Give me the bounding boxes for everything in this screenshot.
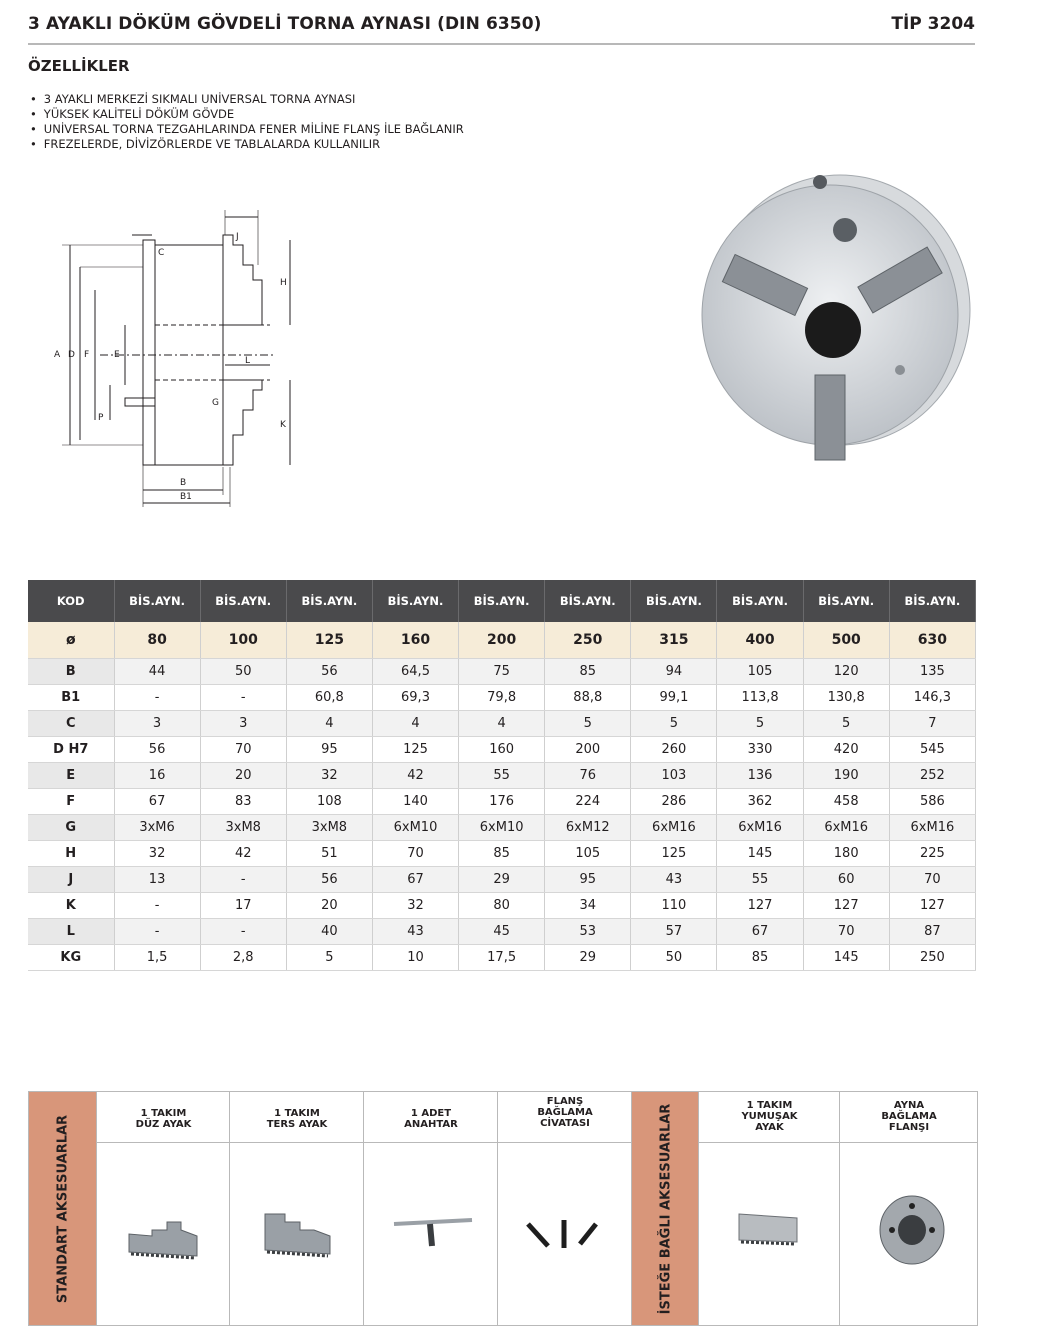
table-cell: 315: [631, 622, 717, 659]
table-cell: 176: [459, 789, 545, 815]
table-cell: 67: [717, 919, 803, 945]
dim-label-l: L: [245, 356, 251, 366]
spec-table: [28, 580, 976, 971]
table-cell: 85: [459, 841, 545, 867]
table-row: [28, 893, 976, 919]
accessories-panel: [28, 1091, 978, 1326]
table-cell: 6xM10: [459, 815, 545, 841]
table-row: [28, 622, 976, 659]
table-cell: 70: [200, 737, 286, 763]
dim-label-a: A: [54, 350, 61, 360]
table-row: [28, 945, 976, 971]
accessory-flange-bolts: [497, 1092, 632, 1325]
table-cell: 3: [200, 711, 286, 737]
dim-label-h: H: [280, 278, 287, 288]
table-cell: 3xM8: [286, 815, 372, 841]
dim-label-c: C: [158, 248, 165, 258]
table-row: [28, 659, 976, 685]
table-cell: 32: [114, 841, 200, 867]
table-cell: 60,8: [286, 685, 372, 711]
table-row: [28, 737, 976, 763]
table-cell: 145: [803, 945, 889, 971]
table-cell: 125: [286, 622, 372, 659]
table-cell: 4: [286, 711, 372, 737]
accessory-label: FLANŞ BAĞLAMA CİVATASI: [498, 1092, 632, 1143]
table-cell: 5: [286, 945, 372, 971]
table-cell: 20: [286, 893, 372, 919]
dim-label-k: K: [280, 420, 286, 430]
dim-label-d: D: [68, 350, 75, 360]
accessory-chuck-key: [363, 1092, 498, 1325]
table-cell: 108: [286, 789, 372, 815]
table-cell: 127: [803, 893, 889, 919]
dim-label-g: G: [212, 398, 219, 408]
table-cell: 127: [717, 893, 803, 919]
table-cell: 6xM10: [372, 815, 458, 841]
table-cell: -: [114, 685, 200, 711]
table-row: [28, 763, 976, 789]
table-cell: 17,5: [459, 945, 545, 971]
row-parameter: D H7: [28, 737, 114, 763]
table-cell: 7: [889, 711, 975, 737]
table-cell: 87: [889, 919, 975, 945]
table-cell: 56: [114, 737, 200, 763]
table-cell: 70: [803, 919, 889, 945]
table-cell: 32: [286, 763, 372, 789]
dim-label-b: B: [180, 478, 187, 488]
table-cell: 3: [114, 711, 200, 737]
accessory-soft-jaw: [698, 1092, 840, 1325]
straight-jaw-set-icon: [97, 1144, 230, 1325]
table-cell: 43: [631, 867, 717, 893]
table-cell: 330: [717, 737, 803, 763]
dim-label-b1: B1: [180, 492, 192, 502]
product-type: TİP 3204: [891, 14, 975, 34]
accessory-straight-jaw: [96, 1092, 230, 1325]
table-cell: 200: [545, 737, 631, 763]
table-cell: 34: [545, 893, 631, 919]
table-header-row: [28, 580, 976, 622]
table-cell: 586: [889, 789, 975, 815]
table-cell: 135: [889, 659, 975, 685]
table-cell: 76: [545, 763, 631, 789]
table-cell: 6xM16: [717, 815, 803, 841]
accessory-label: 1 TAKIM TERS AYAK: [230, 1092, 364, 1143]
row-parameter: K: [28, 893, 114, 919]
table-row: [28, 711, 976, 737]
accessory-chuck-flange: [839, 1092, 978, 1325]
column-header: BİS.AYN.: [631, 580, 717, 622]
table-cell: 103: [631, 763, 717, 789]
table-cell: 500: [803, 622, 889, 659]
reverse-jaw-set-icon: [230, 1144, 364, 1325]
table-cell: 420: [803, 737, 889, 763]
table-cell: 125: [372, 737, 458, 763]
table-cell: 55: [459, 763, 545, 789]
table-row: [28, 841, 976, 867]
soft-jaw-set-icon: [699, 1144, 840, 1325]
table-cell: 145: [717, 841, 803, 867]
page-title: 3 AYAKLI DÖKÜM GÖVDELİ TORNA AYNASI (DIN 6350): [28, 14, 542, 34]
table-cell: 252: [889, 763, 975, 789]
table-cell: 80: [459, 893, 545, 919]
table-cell: 67: [114, 789, 200, 815]
table-cell: 250: [545, 622, 631, 659]
table-cell: 55: [717, 867, 803, 893]
table-cell: 13: [114, 867, 200, 893]
feature-item: • 3 AYAKLI MERKEZİ SIKMALI UNİVERSAL TORNA AYNASI: [30, 92, 464, 107]
table-cell: 95: [286, 737, 372, 763]
table-cell: 45: [459, 919, 545, 945]
features-heading: ÖZELLİKLER: [28, 57, 130, 75]
table-cell: 190: [803, 763, 889, 789]
row-parameter: L: [28, 919, 114, 945]
table-cell: 180: [803, 841, 889, 867]
table-cell: 286: [631, 789, 717, 815]
table-cell: 105: [545, 841, 631, 867]
accessory-label: AYNA BAĞLAMA FLANŞI: [840, 1092, 978, 1143]
dim-label-j: J: [236, 232, 239, 242]
table-cell: 79,8: [459, 685, 545, 711]
table-row: [28, 867, 976, 893]
table-cell: 42: [372, 763, 458, 789]
table-cell: 88,8: [545, 685, 631, 711]
row-parameter: J: [28, 867, 114, 893]
optional-accessories-banner: [631, 1092, 699, 1325]
table-cell: 125: [631, 841, 717, 867]
column-header: BİS.AYN.: [717, 580, 803, 622]
table-cell: 64,5: [372, 659, 458, 685]
table-cell: 94: [631, 659, 717, 685]
table-cell: 70: [889, 867, 975, 893]
feature-item: • UNİVERSAL TORNA TEZGAHLARINDA FENER MİLİNE FLANŞ İLE BAĞLANIR: [30, 122, 464, 137]
table-cell: 5: [803, 711, 889, 737]
column-header: BİS.AYN.: [286, 580, 372, 622]
column-header: BİS.AYN.: [803, 580, 889, 622]
optional-accessories-label: İSTEĞE BAĞLI AKSESUARLAR: [658, 1103, 673, 1314]
table-cell: 29: [459, 867, 545, 893]
table-cell: 85: [717, 945, 803, 971]
table-cell: 260: [631, 737, 717, 763]
table-cell: 75: [459, 659, 545, 685]
table-cell: 99,1: [631, 685, 717, 711]
column-header: BİS.AYN.: [114, 580, 200, 622]
chuck-flange-icon: [840, 1144, 978, 1325]
table-cell: 140: [372, 789, 458, 815]
table-cell: 630: [889, 622, 975, 659]
column-header: BİS.AYN.: [200, 580, 286, 622]
standard-accessories-label: STANDART AKSESUARLAR: [55, 1114, 70, 1303]
accessory-label: 1 ADET ANAHTAR: [364, 1092, 498, 1143]
table-cell: 16: [114, 763, 200, 789]
table-cell: 113,8: [717, 685, 803, 711]
feature-item: • FREZELERDE, DİVİZÖRLERDE VE TABLALARDA KULLANILIR: [30, 137, 464, 152]
table-cell: 51: [286, 841, 372, 867]
table-cell: 56: [286, 867, 372, 893]
table-cell: 32: [372, 893, 458, 919]
table-cell: 67: [372, 867, 458, 893]
table-cell: 136: [717, 763, 803, 789]
table-cell: 127: [889, 893, 975, 919]
table-cell: 6xM16: [889, 815, 975, 841]
accessory-reverse-jaw: [229, 1092, 364, 1325]
table-cell: -: [200, 919, 286, 945]
table-cell: 160: [372, 622, 458, 659]
row-parameter: C: [28, 711, 114, 737]
row-parameter: E: [28, 763, 114, 789]
column-header: BİS.AYN.: [459, 580, 545, 622]
table-cell: 130,8: [803, 685, 889, 711]
table-cell: 50: [200, 659, 286, 685]
table-cell: 3xM6: [114, 815, 200, 841]
table-cell: 85: [545, 659, 631, 685]
table-cell: 95: [545, 867, 631, 893]
table-cell: 6xM16: [803, 815, 889, 841]
table-cell: 225: [889, 841, 975, 867]
table-cell: -: [200, 867, 286, 893]
table-cell: 3xM8: [200, 815, 286, 841]
table-cell: 70: [372, 841, 458, 867]
chuck-key-icon: [364, 1144, 498, 1325]
table-cell: 42: [200, 841, 286, 867]
table-cell: 60: [803, 867, 889, 893]
table-cell: -: [200, 685, 286, 711]
table-cell: 83: [200, 789, 286, 815]
table-cell: 4: [372, 711, 458, 737]
table-cell: 105: [717, 659, 803, 685]
row-parameter: KG: [28, 945, 114, 971]
table-cell: 458: [803, 789, 889, 815]
table-cell: 5: [545, 711, 631, 737]
table-cell: -: [114, 919, 200, 945]
header-divider: [28, 43, 975, 45]
table-cell: 110: [631, 893, 717, 919]
table-cell: 29: [545, 945, 631, 971]
table-row: [28, 685, 976, 711]
table-cell: 56: [286, 659, 372, 685]
accessory-label: 1 TAKIM DÜZ AYAK: [97, 1092, 230, 1143]
column-header: BİS.AYN.: [889, 580, 975, 622]
table-row: [28, 815, 976, 841]
table-cell: 1,5: [114, 945, 200, 971]
table-cell: 400: [717, 622, 803, 659]
dim-label-e: E: [114, 350, 120, 360]
column-header: BİS.AYN.: [545, 580, 631, 622]
spec-table-body: [28, 622, 976, 971]
table-row: [28, 919, 976, 945]
row-parameter: F: [28, 789, 114, 815]
dim-label-p: P: [98, 413, 104, 423]
table-cell: 43: [372, 919, 458, 945]
table-cell: 6xM16: [631, 815, 717, 841]
table-cell: 200: [459, 622, 545, 659]
table-cell: 6xM12: [545, 815, 631, 841]
table-cell: 4: [459, 711, 545, 737]
row-parameter: B1: [28, 685, 114, 711]
feature-item: • YÜKSEK KALİTELİ DÖKÜM GÖVDE: [30, 107, 464, 122]
table-cell: 250: [889, 945, 975, 971]
table-cell: 545: [889, 737, 975, 763]
table-cell: 362: [717, 789, 803, 815]
table-cell: 44: [114, 659, 200, 685]
table-cell: 146,3: [889, 685, 975, 711]
table-cell: 40: [286, 919, 372, 945]
table-cell: 69,3: [372, 685, 458, 711]
table-cell: 5: [631, 711, 717, 737]
flange-bolts-icon: [498, 1144, 632, 1325]
accessory-label: 1 TAKIM YUMUŞAK AYAK: [699, 1092, 840, 1143]
table-cell: 80: [114, 622, 200, 659]
row-parameter: B: [28, 659, 114, 685]
chuck-product-image: [665, 160, 985, 485]
dim-label-f: F: [84, 350, 90, 360]
table-cell: 224: [545, 789, 631, 815]
table-cell: 5: [717, 711, 803, 737]
table-cell: -: [114, 893, 200, 919]
row-parameter: H: [28, 841, 114, 867]
table-cell: 10: [372, 945, 458, 971]
table-cell: 160: [459, 737, 545, 763]
standard-accessories-banner: [29, 1092, 96, 1325]
table-cell: 100: [200, 622, 286, 659]
column-header: KOD: [28, 580, 114, 622]
row-parameter: ø: [28, 622, 114, 659]
table-cell: 17: [200, 893, 286, 919]
features-list: [30, 92, 464, 152]
column-header: BİS.AYN.: [372, 580, 458, 622]
table-cell: 53: [545, 919, 631, 945]
table-row: [28, 789, 976, 815]
table-cell: 120: [803, 659, 889, 685]
row-parameter: G: [28, 815, 114, 841]
table-cell: 20: [200, 763, 286, 789]
table-cell: 57: [631, 919, 717, 945]
table-cell: 50: [631, 945, 717, 971]
table-cell: 2,8: [200, 945, 286, 971]
technical-drawing: [40, 205, 330, 515]
